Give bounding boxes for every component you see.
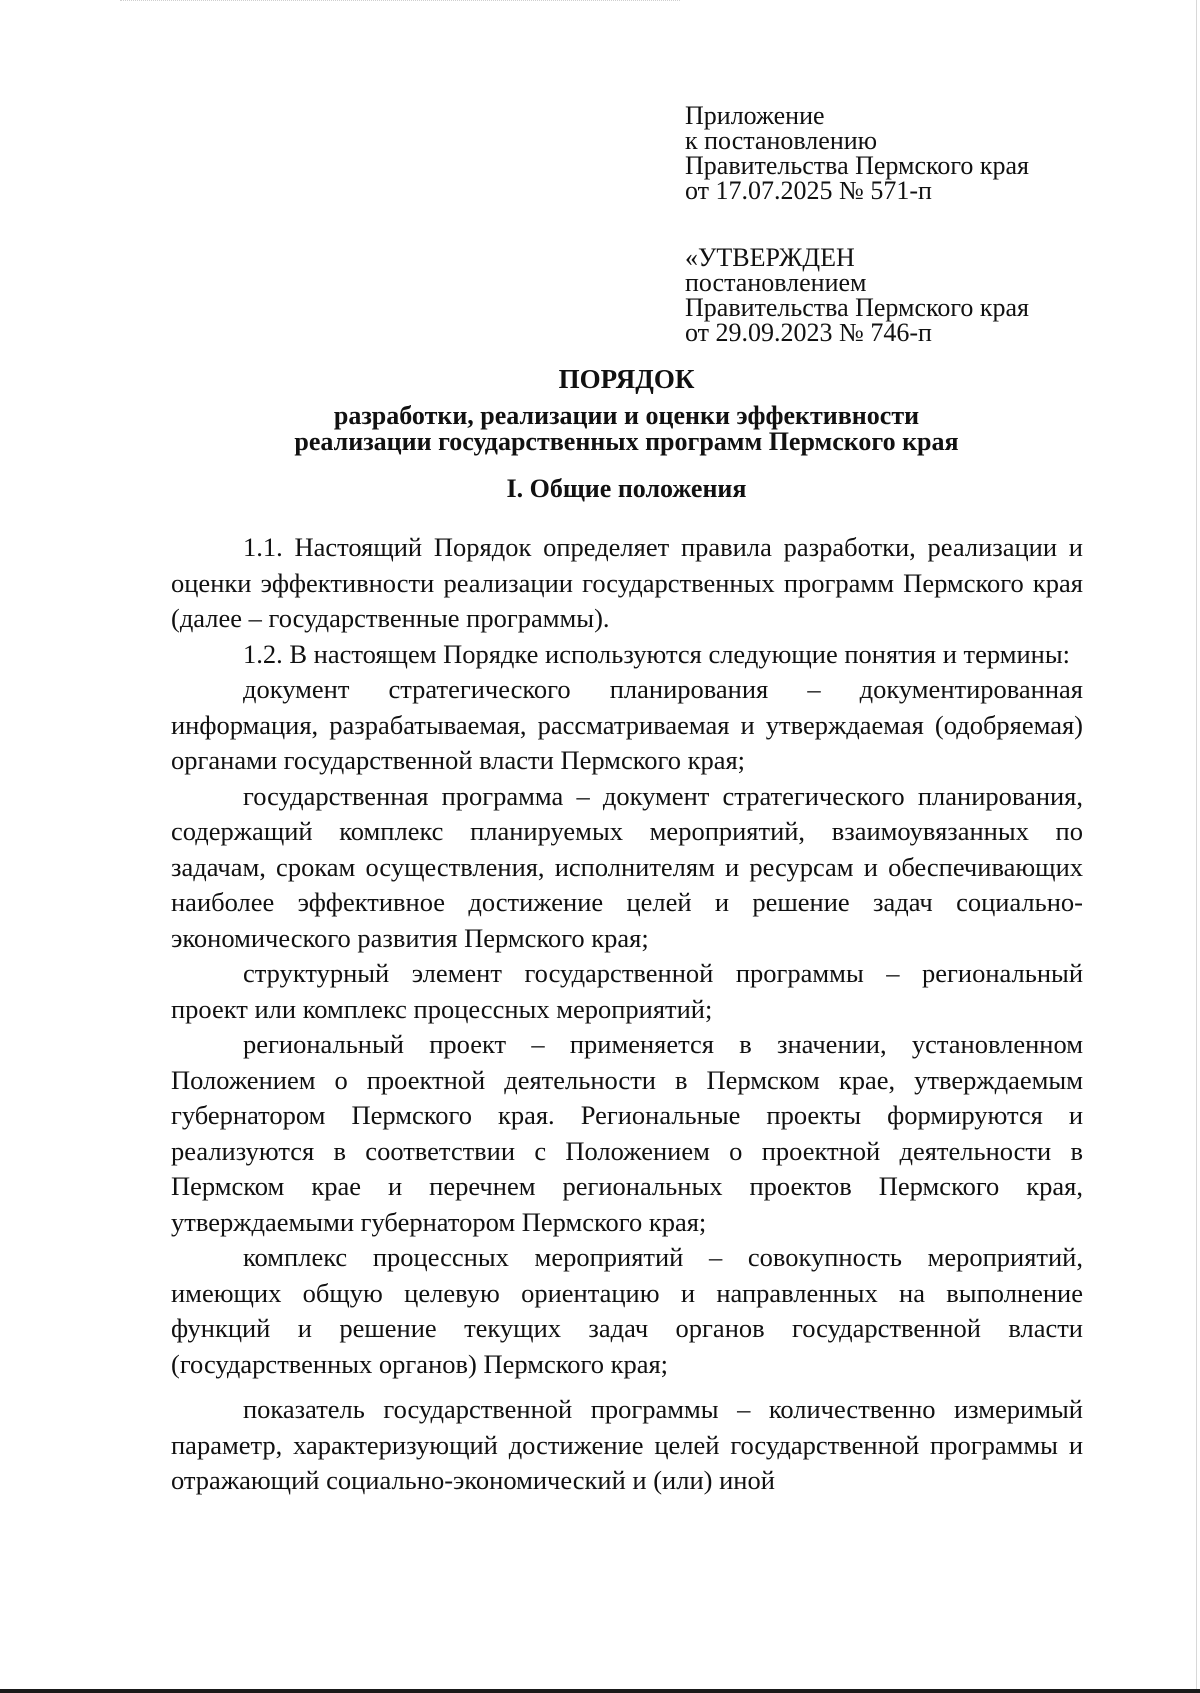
section-heading: I. Общие положения <box>506 474 747 503</box>
definition-state-program: государственная программа – документ стратегического планирования, содержащий комплекс планируемых мероприятий, взаимоувязанных по задачам, срокам осуществления, исполнителям и ресурсам и обеспечивающих наиболее эффективное достижение целей и решение задач социально-экономического развития Пермского края; <box>171 780 1083 953</box>
approval-line: «УТВЕРЖДЕН <box>685 243 855 272</box>
approval-line: Правительства Пермского края <box>685 293 1029 322</box>
approval-line: постановлением <box>685 268 867 297</box>
subtitle-line: разработки, реализации и оценки эффективности <box>333 401 920 430</box>
scan-edge-bottom <box>0 1689 1200 1693</box>
attachment-header <box>685 103 1145 203</box>
definition-structural-element: структурный элемент государственной программы – региональный проект или комплекс процессных мероприятий; <box>171 958 1083 1024</box>
attachment-line: от 17.07.2025 № 571-п <box>685 176 932 205</box>
definition-regional-project: региональный проект – применяется в значении, установленном Положением о проектной деятельности в Пермском крае, утверждаемым губернатором Пермского края. Региональные проекты формируются и реализуются в соответствии с Положением о проектной деятельности в Пермском крае и перечнем региональных проектов Пермского края, утверждаемыми губернатором Пермского края; <box>171 1029 1083 1237</box>
approval-line: от 29.09.2023 № 746-п <box>685 318 932 347</box>
document-title: ПОРЯДОК <box>558 364 695 394</box>
approval-stamp-header <box>685 245 1145 345</box>
paragraph-1-1: 1.1. Настоящий Порядок определяет правила разработки, реализации и оценки эффективности реализации государственных программ Пермского края (далее – государственные программы). <box>171 532 1083 633</box>
paragraph-1-2: 1.2. В настоящем Порядке используются следующие понятия и термины: <box>243 638 1071 669</box>
document-subtitle <box>0 403 1200 455</box>
attachment-line: Приложение <box>685 101 825 130</box>
attachment-line: Правительства Пермского края <box>685 151 1029 180</box>
scan-edge-right <box>1196 0 1197 1693</box>
attachment-line: к постановлению <box>685 126 878 155</box>
definition-process-complex: комплекс процессных мероприятий – совокупность мероприятий, имеющих общую целевую ориентацию и направленных на выполнение функций и решение текущих задач органов государственной власти (государственных органов) Пермского края; <box>171 1242 1083 1379</box>
document-body <box>171 530 1083 1499</box>
subtitle-line: реализации государственных программ Пермского края <box>294 427 959 456</box>
scan-artifact-top <box>120 0 680 3</box>
definition-strategic-document: документ стратегического планирования – документированная информация, разрабатываемая, рассматриваемая и утверждаемая (одобряемая) органами государственной власти Пермского края; <box>171 674 1083 775</box>
definition-program-indicator: показатель государственной программы – количественно измеримый параметр, характеризующий достижение целей государственной программы и отражающий социально-экономический и (или) иной <box>171 1394 1083 1495</box>
